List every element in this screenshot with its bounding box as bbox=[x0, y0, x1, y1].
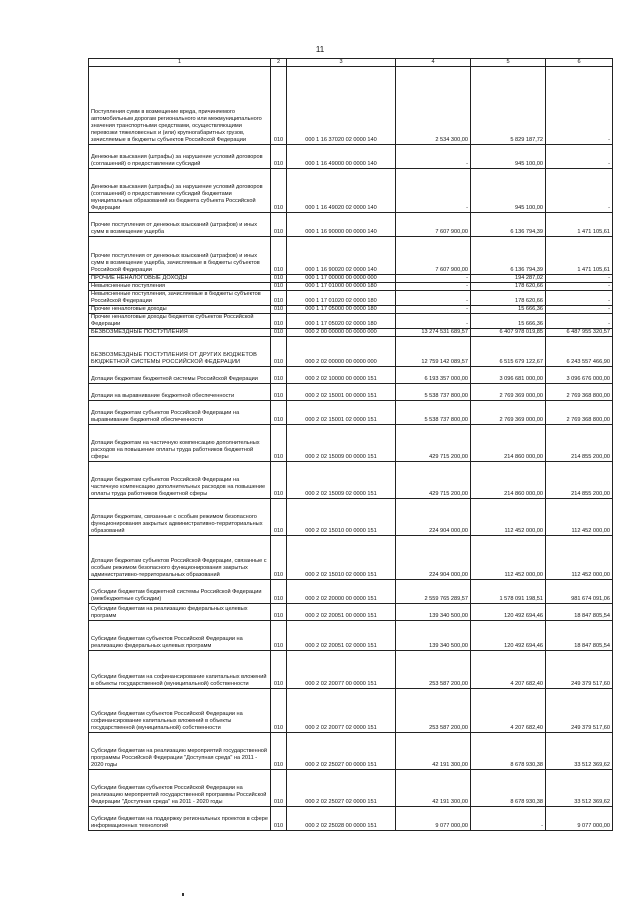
row-code-cell: 010 bbox=[271, 384, 287, 401]
table-row bbox=[89, 401, 613, 425]
row-code-cell: 010 bbox=[271, 275, 287, 283]
row-fact-cell: 15 666,36 bbox=[471, 314, 546, 329]
row-fact-cell: 945 100,00 bbox=[471, 145, 546, 169]
row-code-cell: 010 bbox=[271, 213, 287, 237]
row-remaining-cell: 249 379 517,60 bbox=[546, 689, 613, 733]
row-plan-cell: 224 904 000,00 bbox=[396, 536, 471, 580]
table-row bbox=[89, 367, 613, 384]
row-remaining-cell: 3 096 676 000,00 bbox=[546, 367, 613, 384]
row-plan-cell: 429 715 200,00 bbox=[396, 425, 471, 462]
row-name-cell: Дотации бюджетам субъектов Российской Федерации на выравнивание бюджетной обеспеченности bbox=[89, 401, 271, 425]
row-code-cell: 010 bbox=[271, 733, 287, 770]
row-plan-cell: 253 587 200,00 bbox=[396, 651, 471, 689]
row-plan-cell: - bbox=[396, 283, 471, 291]
row-fact-cell: 15 666,36 bbox=[471, 306, 546, 314]
row-name-cell: Субсидии бюджетам на поддержку региональных проектов в сфере информационных технологий bbox=[89, 807, 271, 831]
row-name-cell: Прочие поступления от денежных взысканий (штрафов) и иных сумм в возмещение ущерба bbox=[89, 213, 271, 237]
row-name-cell: БЕЗВОЗМЕЗДНЫЕ ПОСТУПЛЕНИЯ ОТ ДРУГИХ БЮДЖЕТОВ БЮДЖЕТНОЙ СИСТЕМЫ РОССИЙСКОЙ ФЕДЕРАЦИИ bbox=[89, 337, 271, 367]
row-fact-cell: 4 207 682,40 bbox=[471, 651, 546, 689]
row-remaining-cell: 18 847 805,54 bbox=[546, 604, 613, 621]
row-kbk-cell: 000 2 02 10000 00 0000 151 bbox=[287, 367, 396, 384]
row-code-cell: 010 bbox=[271, 67, 287, 145]
row-remaining-cell: - bbox=[546, 275, 613, 283]
row-code-cell: 010 bbox=[271, 145, 287, 169]
row-name-cell: Дотации бюджетам субъектов Российской Федерации, связанные с особым режимом безопасного функционирования закрытых административно-территориальных образований bbox=[89, 536, 271, 580]
row-kbk-cell: 000 1 17 00000 00 0000 000 bbox=[287, 275, 396, 283]
row-code-cell: 010 bbox=[271, 401, 287, 425]
row-kbk-cell: 000 2 02 15009 02 0000 151 bbox=[287, 462, 396, 499]
row-plan-cell: 9 077 000,00 bbox=[396, 807, 471, 831]
table-row bbox=[89, 689, 613, 733]
row-fact-cell: 1 578 091 198,51 bbox=[471, 580, 546, 604]
row-remaining-cell: 9 077 000,00 bbox=[546, 807, 613, 831]
row-plan-cell: 5 538 737 800,00 bbox=[396, 384, 471, 401]
column-header-6: 6 bbox=[546, 59, 613, 67]
row-kbk-cell: 000 2 00 00000 00 0000 000 bbox=[287, 329, 396, 337]
row-remaining-cell: - bbox=[546, 145, 613, 169]
row-kbk-cell: 000 2 02 20077 02 0000 151 bbox=[287, 689, 396, 733]
column-header-3: 3 bbox=[287, 59, 396, 67]
table-row bbox=[89, 621, 613, 651]
row-plan-cell: 5 538 737 800,00 bbox=[396, 401, 471, 425]
row-kbk-cell: 000 2 02 15001 00 0000 151 bbox=[287, 384, 396, 401]
row-code-cell: 010 bbox=[271, 651, 287, 689]
row-fact-cell: 112 452 000,00 bbox=[471, 499, 546, 536]
row-kbk-cell: 000 1 17 01000 00 0000 180 bbox=[287, 283, 396, 291]
row-name-cell: Дотации на выравнивание бюджетной обеспеченности bbox=[89, 384, 271, 401]
row-name-cell: Дотации бюджетам субъектов Российской Федерации на частичную компенсацию дополнительных расходов на повышение оплаты труда работников бюджетной сферы bbox=[89, 462, 271, 499]
row-kbk-cell: 000 1 16 49020 02 0000 140 bbox=[287, 169, 396, 213]
row-code-cell: 010 bbox=[271, 169, 287, 213]
row-kbk-cell: 000 2 02 25028 00 0000 151 bbox=[287, 807, 396, 831]
row-plan-cell: - bbox=[396, 275, 471, 283]
row-remaining-cell: 18 847 805,54 bbox=[546, 621, 613, 651]
row-code-cell: 010 bbox=[271, 367, 287, 384]
row-remaining-cell: 2 769 368 800,00 bbox=[546, 401, 613, 425]
row-name-cell: Невыясненные поступления, зачисляемые в бюджеты субъектов Российской Федерации bbox=[89, 291, 271, 306]
row-code-cell: 010 bbox=[271, 237, 287, 275]
row-name-cell: Субсидии бюджетам субъектов Российской Федерации на реализацию федеральных целевых программ bbox=[89, 621, 271, 651]
table-row bbox=[89, 604, 613, 621]
row-kbk-cell: 000 2 02 20051 02 0000 151 bbox=[287, 621, 396, 651]
table-row bbox=[89, 275, 613, 283]
table-row bbox=[89, 807, 613, 831]
row-kbk-cell: 000 2 02 15010 02 0000 151 bbox=[287, 536, 396, 580]
row-kbk-cell: 000 2 02 20077 00 0000 151 bbox=[287, 651, 396, 689]
row-plan-cell: 12 759 142 089,57 bbox=[396, 337, 471, 367]
table-row bbox=[89, 329, 613, 337]
row-plan-cell: - bbox=[396, 291, 471, 306]
row-fact-cell: 5 829 187,72 bbox=[471, 67, 546, 145]
row-name-cell: БЕЗВОЗМЕЗДНЫЕ ПОСТУПЛЕНИЯ bbox=[89, 329, 271, 337]
table-row bbox=[89, 283, 613, 291]
row-kbk-cell: 000 1 17 05020 02 0000 180 bbox=[287, 314, 396, 329]
row-remaining-cell: 33 512 369,62 bbox=[546, 733, 613, 770]
row-remaining-cell: - bbox=[546, 291, 613, 306]
row-fact-cell: 214 860 000,00 bbox=[471, 462, 546, 499]
row-fact-cell: 178 620,66 bbox=[471, 283, 546, 291]
column-number-header bbox=[89, 59, 613, 67]
row-remaining-cell: 214 855 200,00 bbox=[546, 425, 613, 462]
row-code-cell: 010 bbox=[271, 462, 287, 499]
row-remaining-cell: 33 512 369,62 bbox=[546, 770, 613, 807]
scan-artifact-mark bbox=[182, 893, 184, 896]
row-code-cell: 010 bbox=[271, 604, 287, 621]
row-plan-cell: 139 340 500,00 bbox=[396, 604, 471, 621]
table-row bbox=[89, 733, 613, 770]
row-fact-cell: - bbox=[471, 807, 546, 831]
row-plan-cell: 2 559 765 289,57 bbox=[396, 580, 471, 604]
row-kbk-cell: 000 2 02 20000 00 0000 151 bbox=[287, 580, 396, 604]
row-remaining-cell: 249 379 517,60 bbox=[546, 651, 613, 689]
row-kbk-cell: 000 2 02 20051 00 0000 151 bbox=[287, 604, 396, 621]
row-remaining-cell: 214 855 200,00 bbox=[546, 462, 613, 499]
row-remaining-cell: - bbox=[546, 306, 613, 314]
table-row bbox=[89, 213, 613, 237]
table-row bbox=[89, 499, 613, 536]
row-remaining-cell: - bbox=[546, 169, 613, 213]
row-fact-cell: 120 492 694,46 bbox=[471, 621, 546, 651]
table-row bbox=[89, 462, 613, 499]
row-code-cell: 010 bbox=[271, 580, 287, 604]
row-fact-cell: 6 515 679 122,67 bbox=[471, 337, 546, 367]
budget-revenue-table bbox=[88, 58, 613, 831]
row-kbk-cell: 000 2 02 15010 00 0000 151 bbox=[287, 499, 396, 536]
row-code-cell: 010 bbox=[271, 337, 287, 367]
row-plan-cell: 224 904 000,00 bbox=[396, 499, 471, 536]
row-name-cell: Субсидии бюджетам субъектов Российской Федерации на софинансирование капитальных вложений в объекты государственной (муниципальной) собственности bbox=[89, 689, 271, 733]
row-plan-cell: 429 715 200,00 bbox=[396, 462, 471, 499]
page-number: 11 bbox=[315, 45, 325, 54]
row-plan-cell: - bbox=[396, 169, 471, 213]
table-row bbox=[89, 291, 613, 306]
table-row bbox=[89, 67, 613, 145]
row-fact-cell: 2 769 369 000,00 bbox=[471, 401, 546, 425]
row-code-cell: 010 bbox=[271, 291, 287, 306]
row-fact-cell: 6 407 978 019,85 bbox=[471, 329, 546, 337]
row-name-cell: Субсидии бюджетам на реализацию федеральных целевых программ bbox=[89, 604, 271, 621]
row-code-cell: 010 bbox=[271, 689, 287, 733]
row-kbk-cell: 000 1 16 37020 02 0000 140 bbox=[287, 67, 396, 145]
row-plan-cell: 13 274 531 689,57 bbox=[396, 329, 471, 337]
table-row bbox=[89, 169, 613, 213]
row-fact-cell: 6 136 794,39 bbox=[471, 213, 546, 237]
row-plan-cell: 42 191 300,00 bbox=[396, 733, 471, 770]
row-plan-cell: 253 587 200,00 bbox=[396, 689, 471, 733]
row-kbk-cell: 000 1 17 05000 00 0000 180 bbox=[287, 306, 396, 314]
row-remaining-cell: - bbox=[546, 314, 613, 329]
row-name-cell: Прочие неналоговые доходы бюджетов субъектов Российской Федерации bbox=[89, 314, 271, 329]
row-code-cell: 010 bbox=[271, 314, 287, 329]
table-body bbox=[89, 67, 613, 831]
row-plan-cell: 2 534 300,00 bbox=[396, 67, 471, 145]
table-row bbox=[89, 337, 613, 367]
row-fact-cell: 194 287,02 bbox=[471, 275, 546, 283]
row-name-cell: ПРОЧИЕ НЕНАЛОГОВЫЕ ДОХОДЫ bbox=[89, 275, 271, 283]
row-name-cell: Денежные взыскания (штрафы) за нарушение условий договоров (соглашений) о предоставлении субсидий бюджетами муниципальных образований из бюджета субъекта Российской Федерации bbox=[89, 169, 271, 213]
row-fact-cell: 214 860 000,00 bbox=[471, 425, 546, 462]
row-code-cell: 010 bbox=[271, 329, 287, 337]
row-kbk-cell: 000 1 17 01020 02 0000 180 bbox=[287, 291, 396, 306]
row-remaining-cell: 6 487 955 320,57 bbox=[546, 329, 613, 337]
table-row bbox=[89, 580, 613, 604]
row-kbk-cell: 000 2 02 25027 02 0000 151 bbox=[287, 770, 396, 807]
row-name-cell: Субсидии бюджетам субъектов Российской Федерации на реализацию мероприятий государственной программы Российской Федерации "Доступная среда" на 2011 - 2020 годы bbox=[89, 770, 271, 807]
table-row bbox=[89, 384, 613, 401]
row-name-cell: Субсидии бюджетам на софинансирование капитальных вложений в объекты государственной (муниципальной) собственности bbox=[89, 651, 271, 689]
row-plan-cell: - bbox=[396, 306, 471, 314]
row-code-cell: 010 bbox=[271, 621, 287, 651]
row-name-cell: Субсидии бюджетам бюджетной системы Российской Федерации (межбюджетные субсидии) bbox=[89, 580, 271, 604]
table-row bbox=[89, 536, 613, 580]
row-name-cell: Дотации бюджетам, связанные с особым режимом безопасного функционирования закрытых административно-территориальных образований bbox=[89, 499, 271, 536]
row-remaining-cell: 981 674 091,06 bbox=[546, 580, 613, 604]
row-fact-cell: 2 769 369 000,00 bbox=[471, 384, 546, 401]
row-fact-cell: 3 096 681 000,00 bbox=[471, 367, 546, 384]
column-header-2: 2 bbox=[271, 59, 287, 67]
row-remaining-cell: - bbox=[546, 283, 613, 291]
row-plan-cell: 7 607 900,00 bbox=[396, 213, 471, 237]
row-remaining-cell: 1 471 105,61 bbox=[546, 213, 613, 237]
row-code-cell: 010 bbox=[271, 536, 287, 580]
row-remaining-cell: 1 471 105,61 bbox=[546, 237, 613, 275]
row-code-cell: 010 bbox=[271, 499, 287, 536]
row-remaining-cell: 6 243 557 466,90 bbox=[546, 337, 613, 367]
row-fact-cell: 8 678 930,38 bbox=[471, 770, 546, 807]
table-row bbox=[89, 425, 613, 462]
row-name-cell: Прочие поступления от денежных взысканий (штрафов) и иных сумм в возмещение ущерба, зачисляемые в бюджеты субъектов Российской Федерации bbox=[89, 237, 271, 275]
row-plan-cell: 6 193 357 000,00 bbox=[396, 367, 471, 384]
table-row bbox=[89, 237, 613, 275]
row-fact-cell: 112 452 000,00 bbox=[471, 536, 546, 580]
row-name-cell: Субсидии бюджетам на реализацию мероприятий государственной программы Российской Федерации "Доступная среда" на 2011 - 2020 годы bbox=[89, 733, 271, 770]
row-fact-cell: 8 678 930,38 bbox=[471, 733, 546, 770]
row-fact-cell: 945 100,00 bbox=[471, 169, 546, 213]
row-remaining-cell: 112 452 000,00 bbox=[546, 536, 613, 580]
table-row bbox=[89, 651, 613, 689]
row-name-cell: Дотации бюджетам на частичную компенсацию дополнительных расходов на повышение оплаты труда работников бюджетной сферы bbox=[89, 425, 271, 462]
table-row bbox=[89, 314, 613, 329]
row-fact-cell: 4 207 682,40 bbox=[471, 689, 546, 733]
row-plan-cell: 42 191 300,00 bbox=[396, 770, 471, 807]
table-row bbox=[89, 770, 613, 807]
row-name-cell: Дотации бюджетам бюджетной системы Российской Федерации bbox=[89, 367, 271, 384]
table-row bbox=[89, 306, 613, 314]
row-name-cell: Поступления сумм в возмещение вреда, причиняемого автомобильным дорогам регионального или межмуниципального значения транспортными средствами, осуществляющими перевозки тяжеловесных и (или) крупногабаритных грузов, зачисляемые в бюджеты субъектов Российской Федерации bbox=[89, 67, 271, 145]
row-code-cell: 010 bbox=[271, 770, 287, 807]
row-code-cell: 010 bbox=[271, 306, 287, 314]
row-name-cell: Прочие неналоговые доходы bbox=[89, 306, 271, 314]
row-kbk-cell: 000 2 02 25027 00 0000 151 bbox=[287, 733, 396, 770]
row-plan-cell: - bbox=[396, 314, 471, 329]
row-plan-cell: - bbox=[396, 145, 471, 169]
row-remaining-cell: 112 452 000,00 bbox=[546, 499, 613, 536]
row-fact-cell: 6 136 794,39 bbox=[471, 237, 546, 275]
row-code-cell: 010 bbox=[271, 425, 287, 462]
row-kbk-cell: 000 2 02 15001 02 0000 151 bbox=[287, 401, 396, 425]
row-kbk-cell: 000 1 16 49000 00 0000 140 bbox=[287, 145, 396, 169]
row-name-cell: Невыясненные поступления bbox=[89, 283, 271, 291]
row-plan-cell: 139 340 500,00 bbox=[396, 621, 471, 651]
column-header-4: 4 bbox=[396, 59, 471, 67]
row-fact-cell: 178 620,66 bbox=[471, 291, 546, 306]
column-header-5: 5 bbox=[471, 59, 546, 67]
row-kbk-cell: 000 1 16 90020 02 0000 140 bbox=[287, 237, 396, 275]
row-fact-cell: 120 492 694,46 bbox=[471, 604, 546, 621]
column-header-1: 1 bbox=[89, 59, 271, 67]
row-kbk-cell: 000 2 02 15009 00 0000 151 bbox=[287, 425, 396, 462]
row-remaining-cell: 2 769 368 800,00 bbox=[546, 384, 613, 401]
row-kbk-cell: 000 1 16 90000 00 0000 140 bbox=[287, 213, 396, 237]
row-remaining-cell: - bbox=[546, 67, 613, 145]
row-code-cell: 010 bbox=[271, 807, 287, 831]
row-plan-cell: 7 607 900,00 bbox=[396, 237, 471, 275]
row-name-cell: Денежные взыскания (штрафы) за нарушение условий договоров (соглашений) о предоставлении субсидий bbox=[89, 145, 271, 169]
row-code-cell: 010 bbox=[271, 283, 287, 291]
row-kbk-cell: 000 2 02 00000 00 0000 000 bbox=[287, 337, 396, 367]
table-row bbox=[89, 145, 613, 169]
